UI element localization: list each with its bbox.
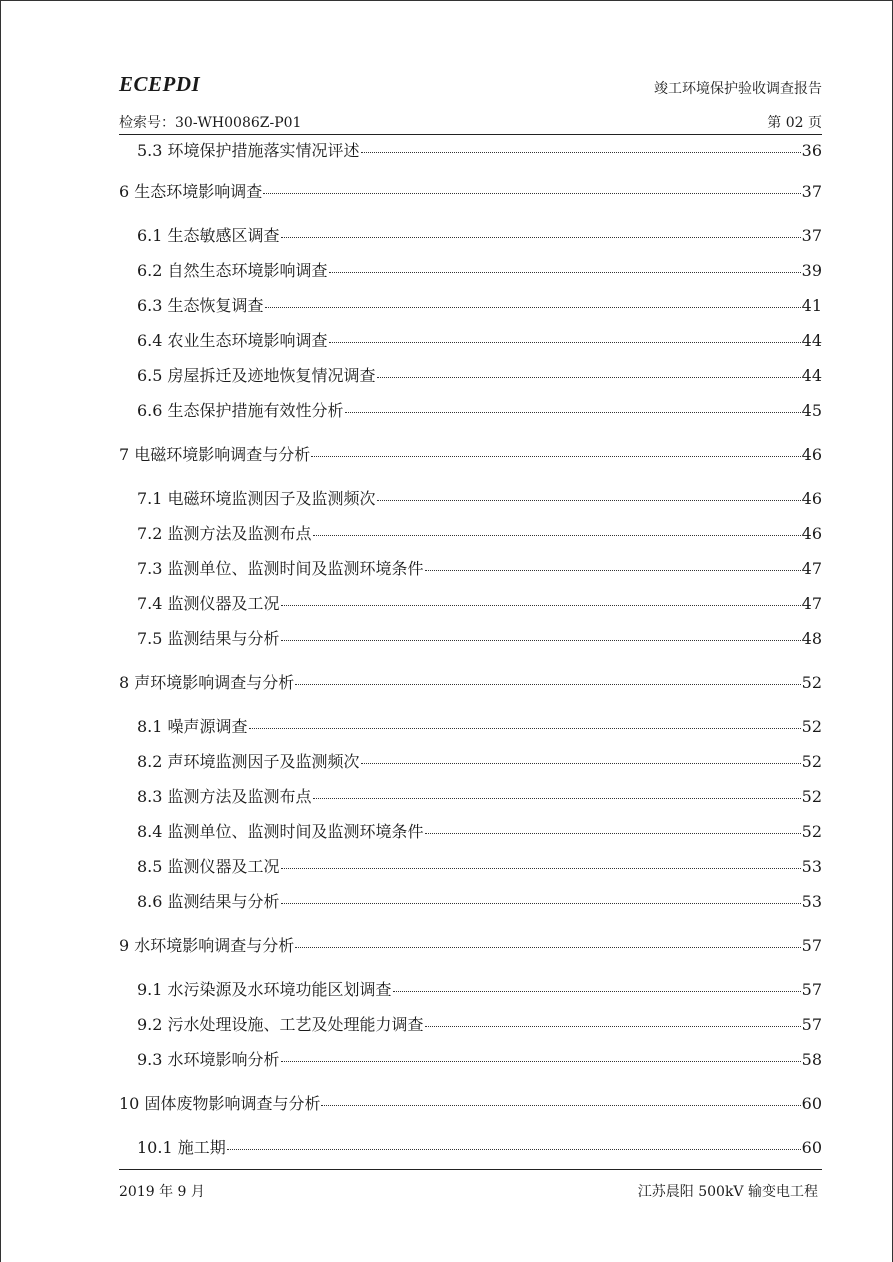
toc-entry-page: 57 xyxy=(801,1015,822,1034)
toc-section-entry[interactable] xyxy=(137,258,822,281)
page-border-top xyxy=(0,0,893,1)
toc-entry-page: 58 xyxy=(801,1050,822,1069)
toc-entry-label: 6.5 房屋拆迁及迹地恢复情况调查 xyxy=(137,366,376,385)
toc-dot-leader xyxy=(265,306,801,308)
toc-entry-label: 6.6 生态保护措施有效性分析 xyxy=(137,401,344,420)
toc-section-entry[interactable] xyxy=(137,556,822,579)
toc-entry-page: 57 xyxy=(801,980,822,999)
toc-entry-label: 10.1 施工期 xyxy=(137,1138,226,1157)
toc-entry-page: 57 xyxy=(801,936,822,955)
toc-entry-label: 8.1 噪声源调查 xyxy=(137,717,248,736)
toc-dot-leader xyxy=(263,192,800,194)
toc-section-entry[interactable] xyxy=(137,1047,822,1070)
toc-entry-page: 39 xyxy=(801,261,822,280)
toc-dot-leader xyxy=(425,1025,801,1027)
toc-entry-page: 52 xyxy=(801,717,822,736)
toc-entry-label: 6 生态环境影响调查 xyxy=(119,182,263,201)
toc-entry-page: 48 xyxy=(801,629,822,648)
toc-dot-leader xyxy=(361,762,801,764)
toc-section-entry[interactable] xyxy=(137,977,822,1000)
toc-dot-leader xyxy=(329,271,801,273)
page-number: 第 02 页 xyxy=(767,115,822,131)
toc-entry-page: 47 xyxy=(801,594,822,613)
toc-entry-page: 52 xyxy=(801,673,822,692)
toc-entry-label: 5.3 环境保护措施落实情况评述 xyxy=(137,141,360,160)
toc-dot-leader xyxy=(281,639,801,641)
logo: ECEPDI xyxy=(119,72,201,96)
toc-entry-label: 6.2 自然生态环境影响调查 xyxy=(137,261,328,280)
header-rule xyxy=(119,134,822,135)
toc-entry-label: 6.3 生态恢复调查 xyxy=(137,296,264,315)
toc-dot-leader xyxy=(227,1148,801,1150)
toc-entry-label: 7.1 电磁环境监测因子及监测频次 xyxy=(137,489,376,508)
toc-entry-label: 9.3 水环境影响分析 xyxy=(137,1050,280,1069)
toc-entry-label: 8.4 监测单位、监测时间及监测环境条件 xyxy=(137,822,424,841)
toc-dot-leader xyxy=(329,341,801,343)
toc-dot-leader xyxy=(361,151,801,153)
toc-dot-leader xyxy=(311,455,800,457)
toc-section-entry[interactable] xyxy=(137,591,822,614)
toc-entry-page: 46 xyxy=(801,445,822,464)
toc-dot-leader xyxy=(377,376,801,378)
toc-entry-label: 8.2 声环境监测因子及监测频次 xyxy=(137,752,360,771)
toc-section-entry[interactable] xyxy=(137,328,822,351)
toc-dot-leader xyxy=(345,411,801,413)
toc-entry-page: 46 xyxy=(801,524,822,543)
toc-dot-leader xyxy=(281,902,801,904)
toc-entry-page: 53 xyxy=(801,857,822,876)
toc-dot-leader xyxy=(321,1104,800,1106)
toc-dot-leader xyxy=(313,797,801,799)
toc-dot-leader xyxy=(281,1060,801,1062)
toc-entry-page: 60 xyxy=(801,1094,822,1113)
toc-entry-page: 36 xyxy=(801,141,822,160)
toc-entry-page: 37 xyxy=(801,226,822,245)
toc-chapter-entry[interactable] xyxy=(119,179,822,202)
footer-rule xyxy=(119,1169,822,1170)
toc-dot-leader xyxy=(313,534,801,536)
toc-section-entry[interactable] xyxy=(137,784,822,807)
toc-entry-label: 9 水环境影响调查与分析 xyxy=(119,936,295,955)
toc-section-entry[interactable] xyxy=(137,486,822,509)
footer-project: 江苏晨阳 500kV 输变电工程 xyxy=(637,1184,818,1200)
toc-chapter-entry[interactable] xyxy=(119,442,822,465)
toc-chapter-entry[interactable] xyxy=(119,933,822,956)
toc-section-entry[interactable] xyxy=(137,714,822,737)
toc-section-entry[interactable] xyxy=(137,223,822,246)
toc-entry-page: 53 xyxy=(801,892,822,911)
toc-section-entry[interactable] xyxy=(137,1135,822,1158)
toc-section-entry[interactable] xyxy=(137,521,822,544)
toc-section-entry[interactable] xyxy=(137,398,822,421)
toc-entry-page: 44 xyxy=(801,331,822,350)
report-title: 竣工环境保护验收调查报告 xyxy=(654,81,822,97)
toc-dot-leader xyxy=(281,604,801,606)
toc-entry-label: 7.2 监测方法及监测布点 xyxy=(137,524,312,543)
toc-entry-page: 52 xyxy=(801,752,822,771)
toc-section-entry[interactable] xyxy=(137,854,822,877)
index-number: 检索号：30-WH0086Z-P01 xyxy=(119,115,302,131)
toc-entry-page: 44 xyxy=(801,366,822,385)
toc-entry-page: 37 xyxy=(801,182,822,201)
toc-dot-leader xyxy=(377,499,801,501)
toc-dot-leader xyxy=(393,990,801,992)
toc-dot-leader xyxy=(295,946,800,948)
page-border-left xyxy=(0,0,1,1262)
toc-entry-label: 8.3 监测方法及监测布点 xyxy=(137,787,312,806)
toc-entry-label: 6.4 农业生态环境影响调查 xyxy=(137,331,328,350)
toc-entry-label: 7.3 监测单位、监测时间及监测环境条件 xyxy=(137,559,424,578)
toc-entry-label: 9.1 水污染源及水环境功能区划调查 xyxy=(137,980,392,999)
toc-entry-page: 52 xyxy=(801,822,822,841)
toc-entry-label: 7 电磁环境影响调查与分析 xyxy=(119,445,311,464)
toc-entry-label: 8.5 监测仪器及工况 xyxy=(137,857,280,876)
footer-date: 2019 年 9 月 xyxy=(119,1184,205,1200)
toc-section-entry[interactable] xyxy=(137,1012,822,1035)
toc-dot-leader xyxy=(249,727,801,729)
toc-entry-page: 47 xyxy=(801,559,822,578)
toc-entry-page: 52 xyxy=(801,787,822,806)
toc-section-entry[interactable] xyxy=(137,363,822,386)
toc-entry-label: 8 声环境影响调查与分析 xyxy=(119,673,295,692)
toc-entry-label: 6.1 生态敏感区调查 xyxy=(137,226,280,245)
toc-entry-page: 60 xyxy=(801,1138,822,1157)
toc-dot-leader xyxy=(425,569,801,571)
toc-section-entry[interactable] xyxy=(137,749,822,772)
toc-entry-page: 46 xyxy=(801,489,822,508)
toc-entry-page: 41 xyxy=(801,296,822,315)
toc-chapter-entry[interactable] xyxy=(119,1091,822,1114)
toc-section-entry[interactable] xyxy=(137,819,822,842)
toc-chapter-entry[interactable] xyxy=(119,670,822,693)
toc-section-entry[interactable] xyxy=(137,889,822,912)
toc-entry-label: 10 固体废物影响调查与分析 xyxy=(119,1094,321,1113)
toc-entry-label: 9.2 污水处理设施、工艺及处理能力调查 xyxy=(137,1015,424,1034)
toc-dot-leader xyxy=(425,832,801,834)
toc-entry-label: 7.4 监测仪器及工况 xyxy=(137,594,280,613)
toc-dot-leader xyxy=(295,683,800,685)
toc-dot-leader xyxy=(281,867,801,869)
toc-entry-label: 8.6 监测结果与分析 xyxy=(137,892,280,911)
toc-dot-leader xyxy=(281,236,801,238)
toc-section-entry[interactable] xyxy=(137,626,822,649)
toc-section-entry[interactable] xyxy=(137,293,822,316)
toc-entry-page: 45 xyxy=(801,401,822,420)
toc-section-entry[interactable] xyxy=(137,138,822,161)
toc-entry-label: 7.5 监测结果与分析 xyxy=(137,629,280,648)
